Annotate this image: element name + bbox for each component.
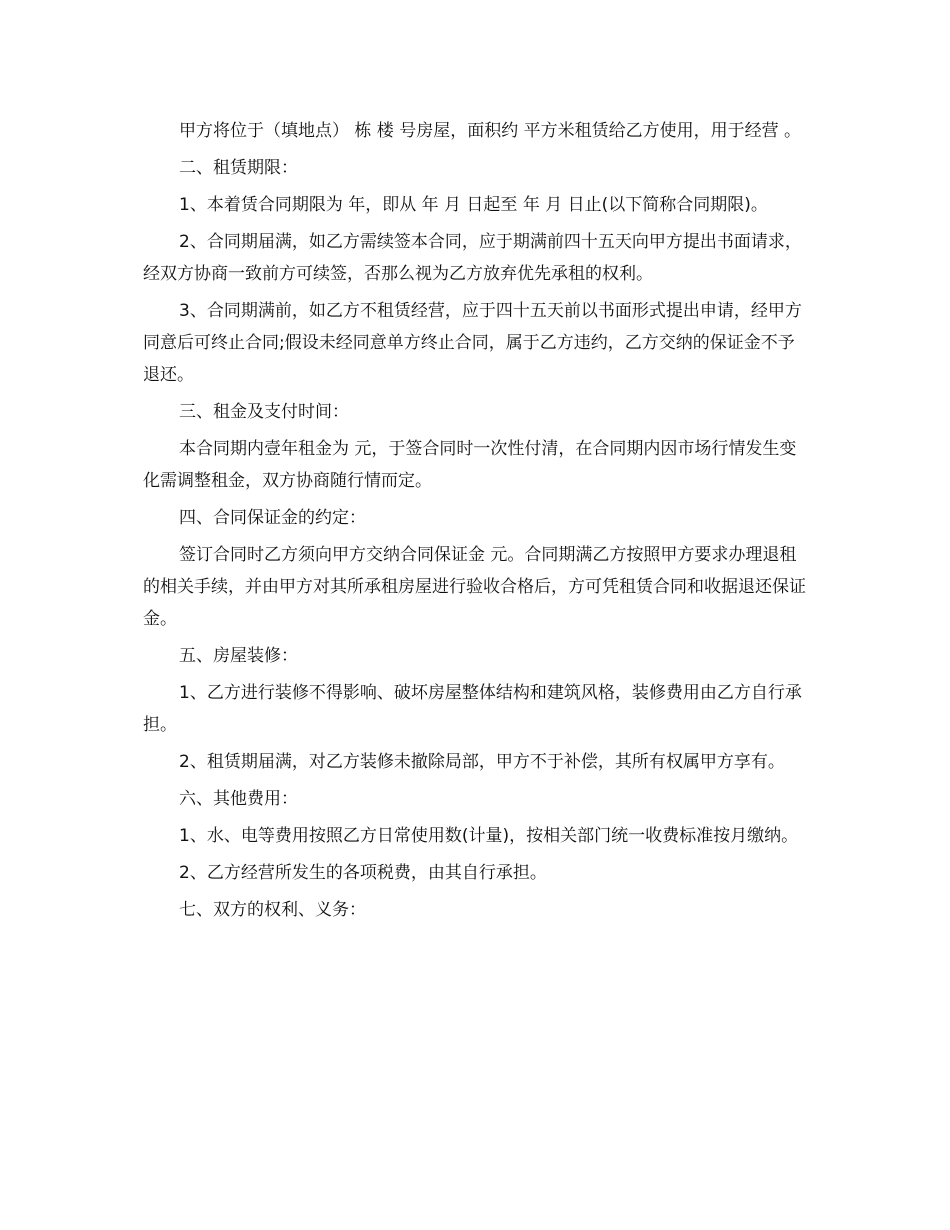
heading-renovation: 五、房屋装修： [179, 646, 298, 666]
paragraph-renovation-cost: 1、乙方进行装修不得影响、破坏房屋整体结构和建筑风格，装修费用由乙方自行承担。 [143, 683, 802, 735]
contract-body [143, 115, 807, 931]
paragraph-utilities: 1、水、电等费用按照乙方日常使用数(计量)，按相关部门统一收费标准按月缴纳。 [179, 826, 799, 846]
paragraph-renovation-ownership: 2、租赁期届满，对乙方装修未撤除局部，甲方不于补偿，其所有权属甲方享有。 [179, 752, 785, 772]
paragraph-early-termination: 3、合同期满前，如乙方不租赁经营，应于四十五天前以书面形式提出申请，经甲方同意后可终止合同;假设未经同意单方终止合同，属于乙方违约，乙方交纳的保证金不予退还。 [143, 301, 802, 385]
paragraph-taxes: 2、乙方经营所发生的各项税费，由其自行承担。 [179, 863, 547, 883]
paragraph-deposit-terms: 签订合同时乙方须向甲方交纳合同保证金 元。合同期满乙方按照甲方要求办理退租的相关手续，并由甲方对其所承租房屋进行验收合格后，方可凭租赁合同和收据退还保证金。 [143, 545, 806, 629]
heading-lease-term: 二、租赁期限： [179, 158, 298, 178]
heading-other-fees: 六、其他费用： [179, 789, 298, 809]
heading-rights-obligations: 七、双方的权利、义务： [179, 900, 366, 920]
paragraph-property-description: 甲方将位于（填地点） 栋 楼 号房屋，面积约 平方米租赁给乙方使用，用于经营 。 [179, 121, 802, 141]
paragraph-renewal: 2、合同期届满，如乙方需续签本合同，应于期满前四十五天向甲方提出书面请求，经双方协商一致前方可续签，否那么视为乙方放弃优先承租的权利。 [143, 232, 802, 284]
heading-deposit: 四、合同保证金的约定： [179, 508, 366, 528]
paragraph-term-period: 1、本着赁合同期限为 年，即从 年 月 日起至 年 月 日止(以下简称合同期限)。 [179, 195, 768, 215]
paragraph-rent-amount: 本合同期内壹年租金为 元，于签合同时一次性付清，在合同期内因市场行情发生变化需调整租金，双方协商随行情而定。 [143, 439, 797, 491]
heading-rent-payment: 三、租金及支付时间： [179, 402, 349, 422]
